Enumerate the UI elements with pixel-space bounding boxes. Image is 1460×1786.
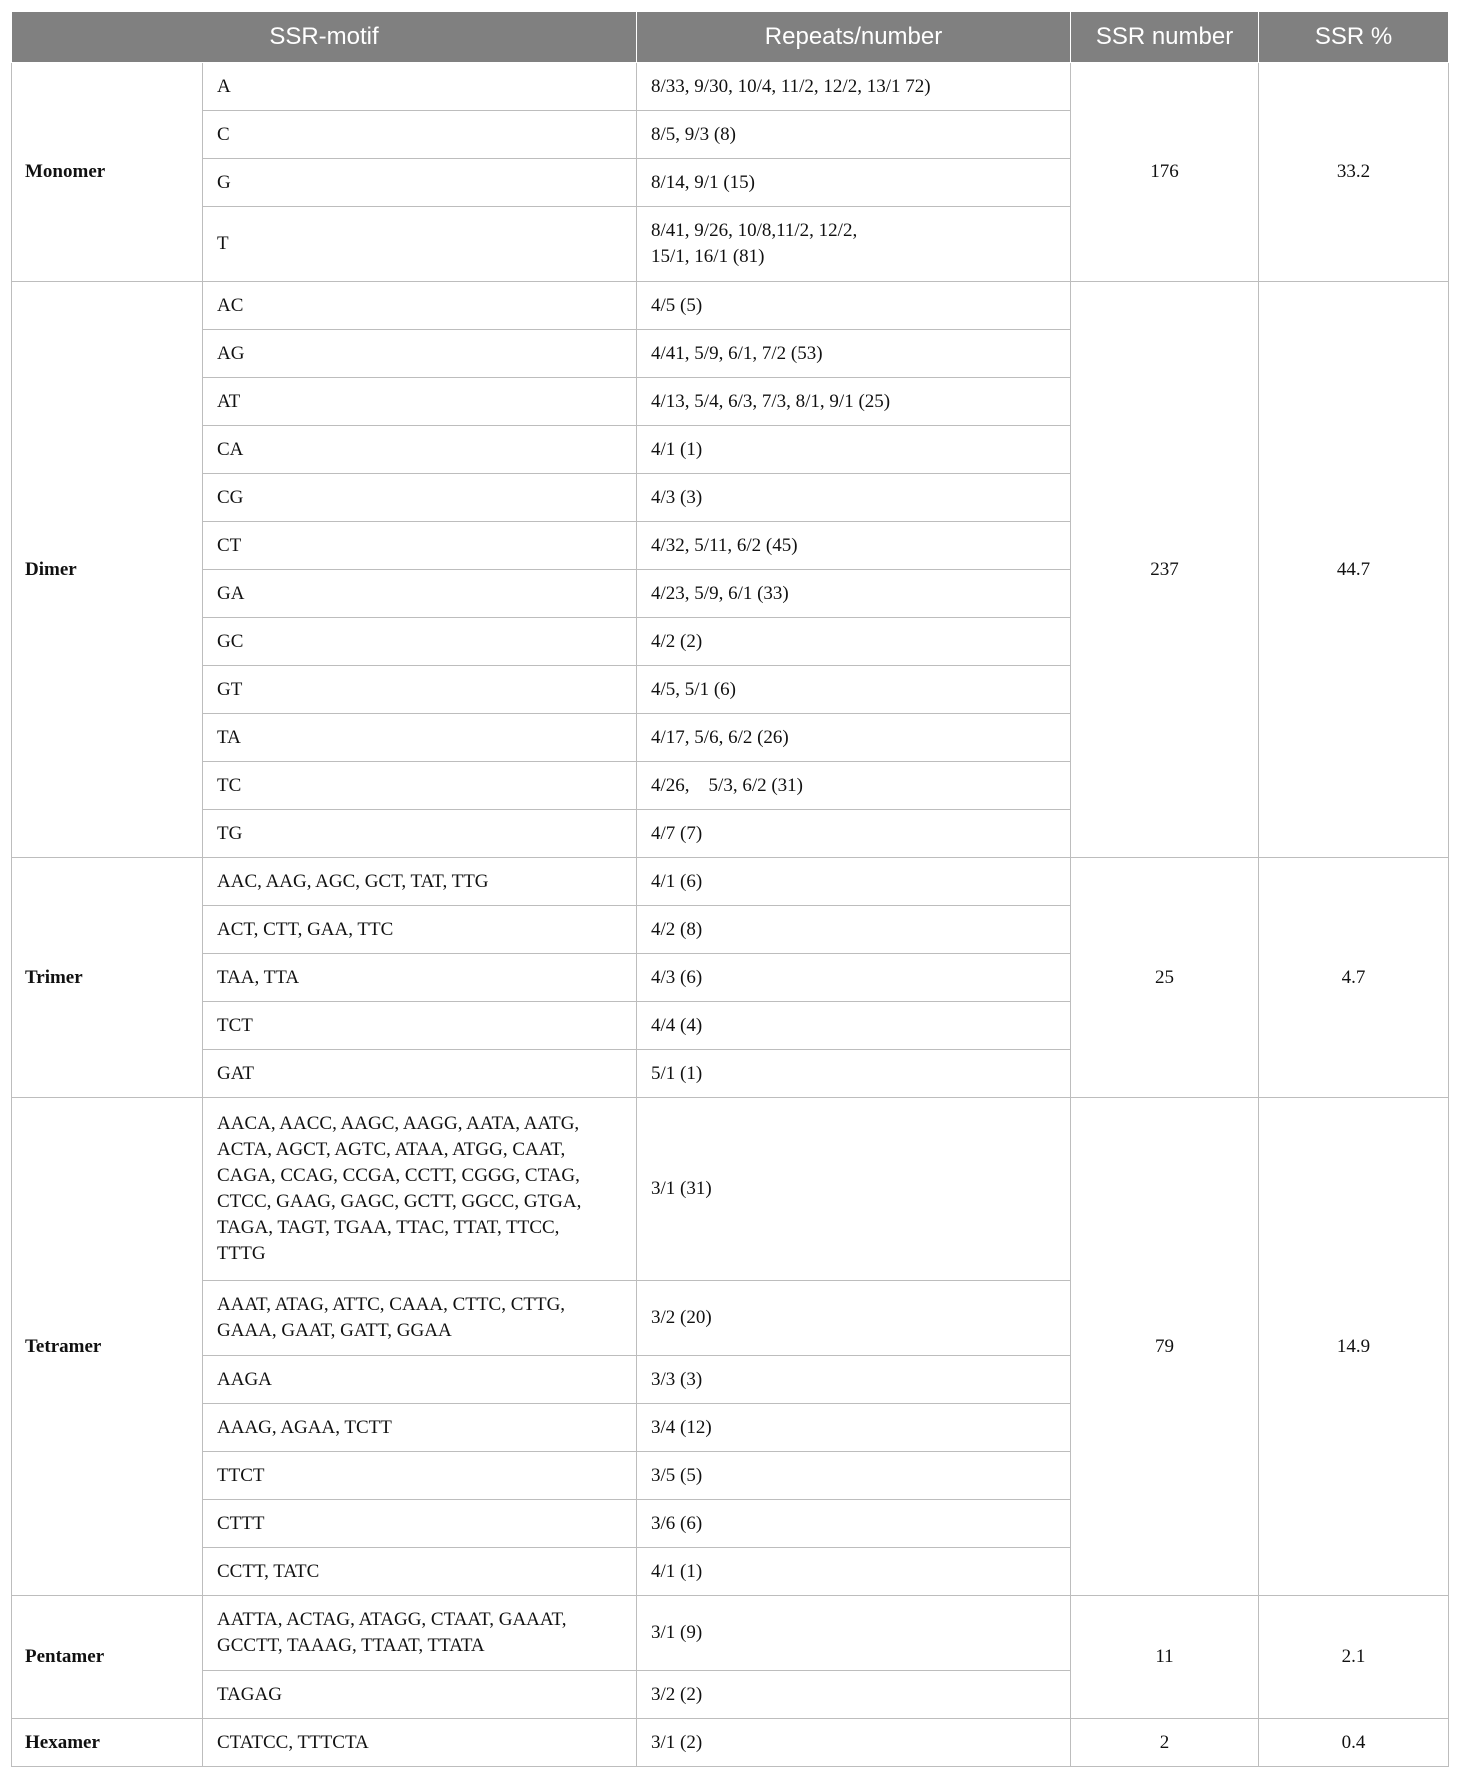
repeats-cell: 3/2 (20): [637, 1281, 1071, 1356]
motif-cell: AAGA: [203, 1356, 637, 1404]
motif-cell: CG: [203, 474, 637, 522]
repeats-cell: 4/41, 5/9, 6/1, 7/2 (53): [637, 330, 1071, 378]
ssr-number-cell: 2: [1071, 1719, 1259, 1767]
repeats-cell: 4/13, 5/4, 6/3, 7/3, 8/1, 9/1 (25): [637, 378, 1071, 426]
header-row: [12, 12, 1449, 63]
ssr-number-cell: 237: [1071, 282, 1259, 858]
ssr-table-container: [11, 11, 1448, 1767]
header-ssr-percent: SSR %: [1259, 12, 1449, 63]
repeats-cell: 4/5 (5): [637, 282, 1071, 330]
motif-cell: AAAG, AGAA, TCTT: [203, 1404, 637, 1452]
motif-cell: CTATCC, TTTCTA: [203, 1719, 637, 1767]
table-row: [12, 858, 1449, 906]
motif-cell: AC: [203, 282, 637, 330]
ssr-number-cell: 11: [1071, 1596, 1259, 1719]
group-label: Dimer: [12, 282, 203, 858]
header-repeats-number: Repeats/number: [637, 12, 1071, 63]
repeats-cell: 4/17, 5/6, 6/2 (26): [637, 714, 1071, 762]
repeats-cell: 3/3 (3): [637, 1356, 1071, 1404]
motif-cell: A: [203, 63, 637, 111]
motif-cell: T: [203, 207, 637, 282]
motif-cell: CT: [203, 522, 637, 570]
motif-cell: CCTT, TATC: [203, 1548, 637, 1596]
repeats-cell: 3/1 (31): [637, 1098, 1071, 1281]
repeats-cell: 4/2 (2): [637, 618, 1071, 666]
ssr-number-cell: 79: [1071, 1098, 1259, 1596]
group-label: Trimer: [12, 858, 203, 1098]
motif-cell: GC: [203, 618, 637, 666]
table-row: [12, 1596, 1449, 1671]
table-body: [12, 63, 1449, 1767]
motif-cell: ACT, CTT, GAA, TTC: [203, 906, 637, 954]
table-row: [12, 1098, 1449, 1281]
table-row: [12, 63, 1449, 111]
motif-cell: GT: [203, 666, 637, 714]
ssr-percent-cell: 0.4: [1259, 1719, 1449, 1767]
repeats-cell: 3/2 (2): [637, 1671, 1071, 1719]
motif-cell: AG: [203, 330, 637, 378]
repeats-cell: 4/7 (7): [637, 810, 1071, 858]
repeats-cell: 3/6 (6): [637, 1500, 1071, 1548]
repeats-cell: 4/1 (1): [637, 1548, 1071, 1596]
repeats-cell: 4/5, 5/1 (6): [637, 666, 1071, 714]
motif-cell: CTTT: [203, 1500, 637, 1548]
group-label: Monomer: [12, 63, 203, 282]
ssr-number-cell: 25: [1071, 858, 1259, 1098]
motif-cell: TCT: [203, 1002, 637, 1050]
table-row: [12, 1719, 1449, 1767]
motif-cell: AAAT, ATAG, ATTC, CAAA, CTTC, CTTG, GAAA, GAAT, GATT, GGAA: [203, 1281, 637, 1356]
repeats-cell: 4/2 (8): [637, 906, 1071, 954]
motif-cell: G: [203, 159, 637, 207]
ssr-percent-cell: 14.9: [1259, 1098, 1449, 1596]
repeats-cell: 4/32, 5/11, 6/2 (45): [637, 522, 1071, 570]
repeats-cell: 4/3 (3): [637, 474, 1071, 522]
motif-cell: AACA, AACC, AAGC, AAGG, AATA, AATG, ACTA, AGCT, AGTC, ATAA, ATGG, CAAT, CAGA, CCAG, CCGA, CCTT, CGGG, CTAG, CTCC, GAAG, GAGC, GCTT, GGCC, GTGA, TAGA, TAGT, TGAA, TTAC, TTAT, TTCC, TTTG: [203, 1098, 637, 1281]
table-row: [12, 282, 1449, 330]
group-label: Tetramer: [12, 1098, 203, 1596]
repeats-cell: 3/5 (5): [637, 1452, 1071, 1500]
repeats-cell: 3/1 (2): [637, 1719, 1071, 1767]
motif-cell: GA: [203, 570, 637, 618]
motif-cell: AATTA, ACTAG, ATAGG, CTAAT, GAAAT, GCCTT, TAAAG, TTAAT, TTATA: [203, 1596, 637, 1671]
motif-cell: TAA, TTA: [203, 954, 637, 1002]
group-label: Pentamer: [12, 1596, 203, 1719]
repeats-cell: 4/3 (6): [637, 954, 1071, 1002]
repeats-cell: 4/4 (4): [637, 1002, 1071, 1050]
motif-cell: AAC, AAG, AGC, GCT, TAT, TTG: [203, 858, 637, 906]
motif-cell: TAGAG: [203, 1671, 637, 1719]
repeats-cell: 3/4 (12): [637, 1404, 1071, 1452]
repeats-cell: 4/1 (6): [637, 858, 1071, 906]
motif-cell: AT: [203, 378, 637, 426]
ssr-motif-table: [11, 11, 1449, 1767]
motif-cell: C: [203, 111, 637, 159]
ssr-percent-cell: 2.1: [1259, 1596, 1449, 1719]
header-ssr-number: SSR number: [1071, 12, 1259, 63]
ssr-percent-cell: 4.7: [1259, 858, 1449, 1098]
ssr-number-cell: 176: [1071, 63, 1259, 282]
repeats-cell: 5/1 (1): [637, 1050, 1071, 1098]
ssr-percent-cell: 33.2: [1259, 63, 1449, 282]
repeats-cell: 4/26, 5/3, 6/2 (31): [637, 762, 1071, 810]
repeats-cell: 8/33, 9/30, 10/4, 11/2, 12/2, 13/1 72): [637, 63, 1071, 111]
repeats-cell: 8/41, 9/26, 10/8,11/2, 12/2, 15/1, 16/1 (81): [637, 207, 1071, 282]
ssr-percent-cell: 44.7: [1259, 282, 1449, 858]
motif-cell: CA: [203, 426, 637, 474]
motif-cell: TG: [203, 810, 637, 858]
motif-cell: TTCT: [203, 1452, 637, 1500]
group-label: Hexamer: [12, 1719, 203, 1767]
repeats-cell: 3/1 (9): [637, 1596, 1071, 1671]
motif-cell: GAT: [203, 1050, 637, 1098]
repeats-cell: 8/5, 9/3 (8): [637, 111, 1071, 159]
repeats-cell: 4/23, 5/9, 6/1 (33): [637, 570, 1071, 618]
header-ssr-motif: SSR-motif: [12, 12, 637, 63]
repeats-cell: 8/14, 9/1 (15): [637, 159, 1071, 207]
repeats-cell: 4/1 (1): [637, 426, 1071, 474]
motif-cell: TC: [203, 762, 637, 810]
motif-cell: TA: [203, 714, 637, 762]
